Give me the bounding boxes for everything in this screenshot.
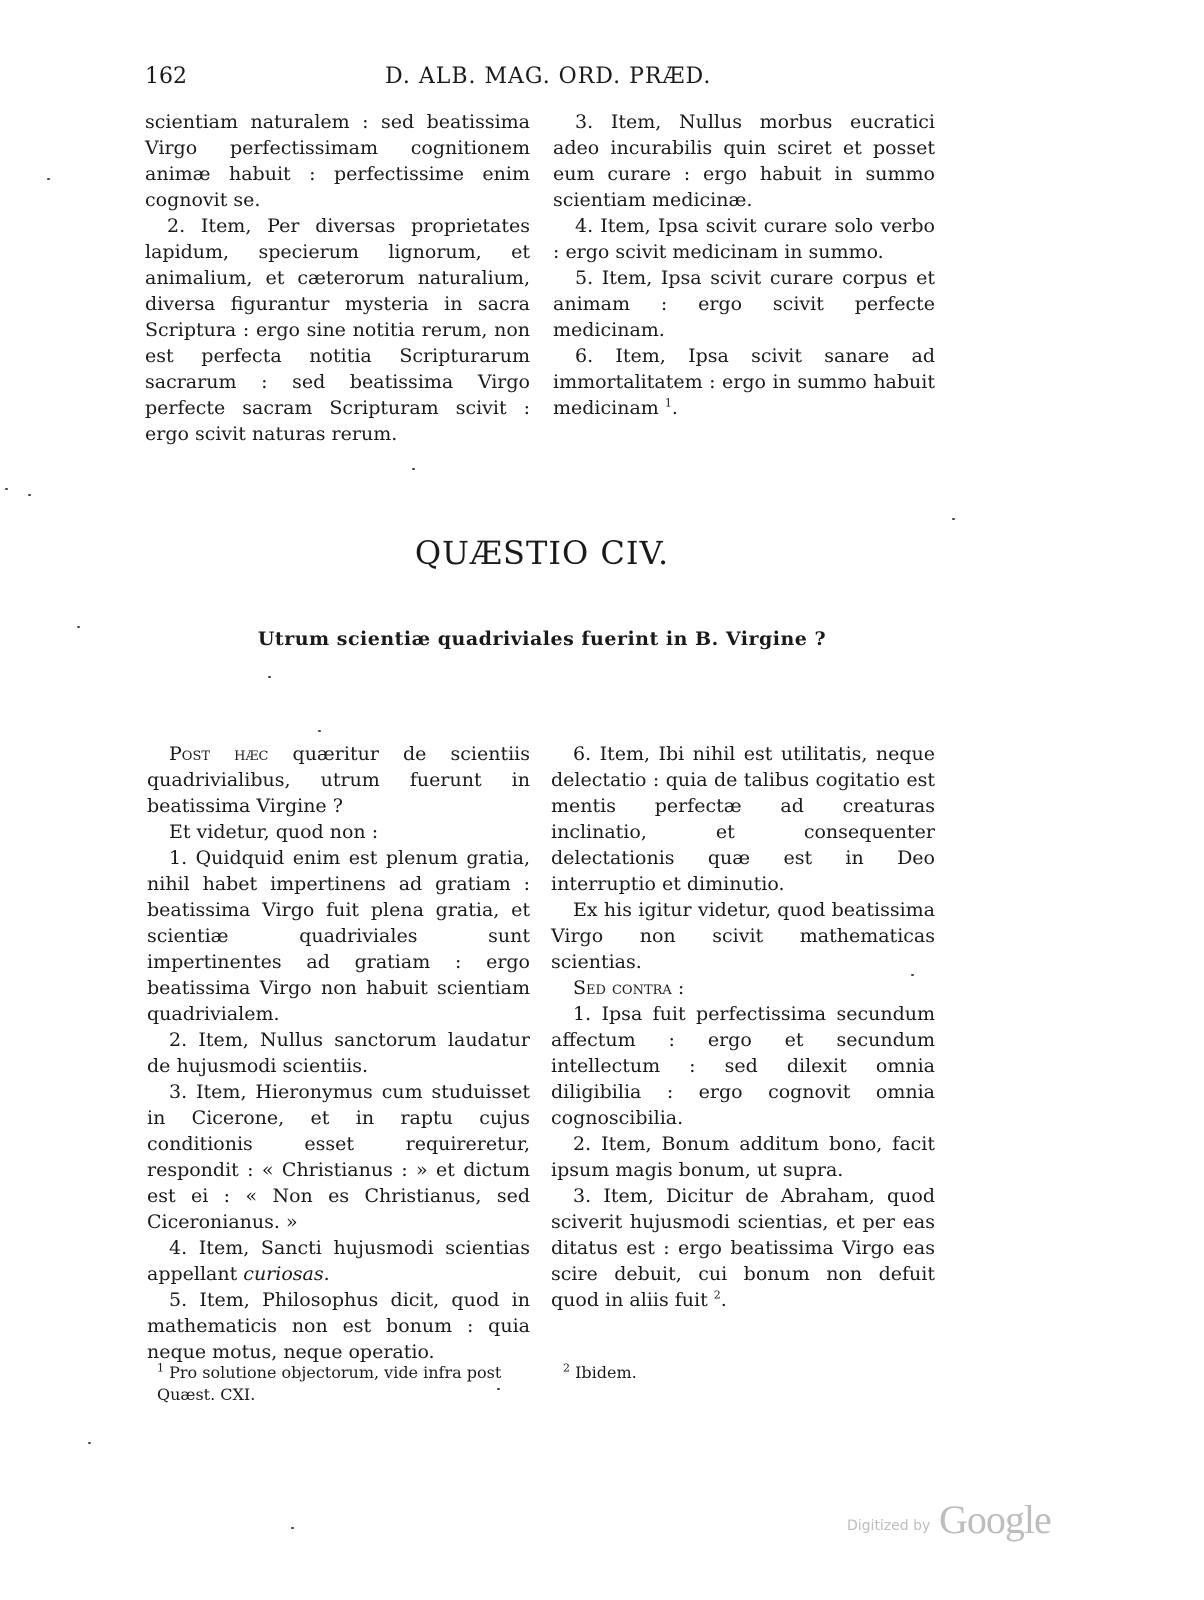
paragraph: scientiam naturalem : sed beatissima Virgo perfectissimam cognitionem animæ habuit : perfectissime enim cognovit se. (145, 111, 530, 211)
italic-word: curiosas. (243, 1263, 330, 1285)
digitized-watermark (847, 1496, 1087, 1546)
bottom-left-column (147, 741, 530, 1365)
scan-speck (47, 178, 50, 180)
footnote-mark: 1 (157, 1361, 164, 1375)
footnote-mark: 2 (563, 1361, 570, 1375)
sed-contra-label: Sed contra : (573, 977, 685, 999)
scan-speck (77, 626, 80, 628)
paragraph: 3. Item, Dicitur de Abraham, quod sciverit hujusmodi scientias, et per eas ditatus est : ergo beatissima Virgo eas scire debuit, cui bonum non defuit quod in aliis fuit $^2$. (551, 1185, 935, 1311)
paragraph: 6. Item, Ibi nihil est utilitatis, neque delectatio : quia de talibus cogitatio est mentis perfectæ ad creaturas inclinatio, et consequenter delectationis quæ est in Deo interruptio et diminutio. (551, 743, 935, 895)
paragraph-text: quæritur de scientiis quadrivialibus, utrum fuerunt in beatissima Virgine ? (147, 743, 530, 817)
paragraph-text: 4. Item, Sancti hujusmodi scientias appellant (147, 1237, 530, 1285)
paragraph: 1. Quidquid enim est plenum gratia, nihil habet impertinens ad gratiam : beatissima Virgo fuit plena gratia, et scientiæ quadriviales sunt impertinentes ad gratiam : ergo beatissima Virgo non habuit scientiam quadrivialem. (147, 847, 530, 1025)
paragraph-text: 3. Item, Dicitur de Abraham, quod sciverit hujusmodi scientias, et per eas ditatus est : ergo beatissima Virgo eas scire debuit, cui bonum non defuit quod in aliis fuit (551, 1185, 935, 1311)
running-head: D. ALB. MAG. ORD. PRÆD. (385, 64, 712, 89)
scan-speck (28, 494, 31, 496)
footnote-right (563, 1362, 763, 1384)
footnote-text: Pro solutione objectorum, vide infra post Quæst. CXI. (157, 1363, 502, 1404)
question-subtitle: Utrum scientiæ quadriviales fuerint in B. Virgine ? (257, 628, 827, 650)
bottom-right-column (551, 741, 935, 1313)
scan-speck (318, 730, 321, 732)
footnote-ref: 2 (713, 1288, 721, 1302)
footnote-left (157, 1362, 527, 1406)
question-title: QUÆSTIO CIV. (414, 534, 670, 572)
page-header (145, 64, 935, 98)
top-right-column (553, 109, 935, 421)
paragraph: 5. Item, Ipsa scivit curare corpus et animam : ergo scivit perfecte medicinam. (553, 267, 935, 341)
paragraph: 2. Item, Per diversas proprietates lapidum, specierum lignorum, et animalium, et cæterorum naturalium, diversa figurantur mysteria in sacra Scriptura : ergo sine notitia rerum, non est perfecta notitia Scripturarum sacrarum : sed beatissima Virgo perfecte sacram Scripturam scivit : ergo scivit naturas rerum. (145, 215, 530, 445)
paragraph: Et videtur, quod non : (169, 821, 379, 843)
paragraph: 4. Item, Ipsa scivit curare solo verbo : ergo scivit medicinam in summo. (553, 215, 935, 263)
paragraph: 3. Item, Nullus morbus eucratici adeo incurabilis quin sciret et posset eum curare : ergo habuit in summo scientiam medicinæ. (553, 111, 935, 211)
paragraph: Ex his igitur videtur, quod beatissima Virgo non scivit mathematicas scientias. (551, 899, 935, 973)
scan-speck (412, 468, 415, 470)
scan-speck (88, 1442, 91, 1444)
paragraph: 2. Item, Nullus sanctorum laudatur de hujusmodi scientiis. (147, 1029, 530, 1077)
paragraph (147, 1235, 530, 1287)
scan-speck (5, 488, 8, 490)
paragraph: 2. Item, Bonum additum bono, facit ipsum magis bonum, ut supra. (551, 1133, 935, 1181)
top-left-column (145, 109, 530, 447)
footnote-ref: 1 (664, 396, 672, 410)
paragraph: 3. Item, Hieronymus cum studuisset in Cicerone, et in raptu cujus conditionis esset requireretur, respondit : « Christianus : » et dictum est ei : « Non es Christianus, sed Ciceronianus. » (147, 1081, 530, 1233)
scan-speck (497, 1388, 500, 1390)
scan-speck (268, 676, 271, 678)
footnote-text: Ibidem. (575, 1363, 637, 1382)
scan-speck (291, 1527, 294, 1529)
page-number: 162 (145, 64, 187, 89)
paragraph: 6. Item, Ipsa scivit sanare ad immortalitatem : ergo in summo habuit medicinam $^1$. (553, 345, 935, 419)
google-logo: Google (939, 1497, 1051, 1542)
paragraph-text: 6. Item, Ipsa scivit sanare ad immortalitatem : ergo in summo habuit medicinam (553, 345, 935, 419)
opening-paragraph (147, 741, 530, 819)
scan-speck (952, 518, 955, 520)
scan-speck (911, 974, 914, 976)
sed-contra-heading (551, 975, 935, 1001)
paragraph: 1. Ipsa fuit perfectissima secundum affectum : ergo et secundum intellectum : sed dilexit omnia diligibilia : ergo cognovit omnia cognoscibilia. (551, 1003, 935, 1129)
opening-small-caps: Post hæc (169, 743, 269, 765)
paragraph: 5. Item, Philosophus dicit, quod in mathematicis non est bonum : quia neque motus, neque operatio. (147, 1289, 530, 1363)
watermark-caption: Digitized by (847, 1518, 931, 1534)
